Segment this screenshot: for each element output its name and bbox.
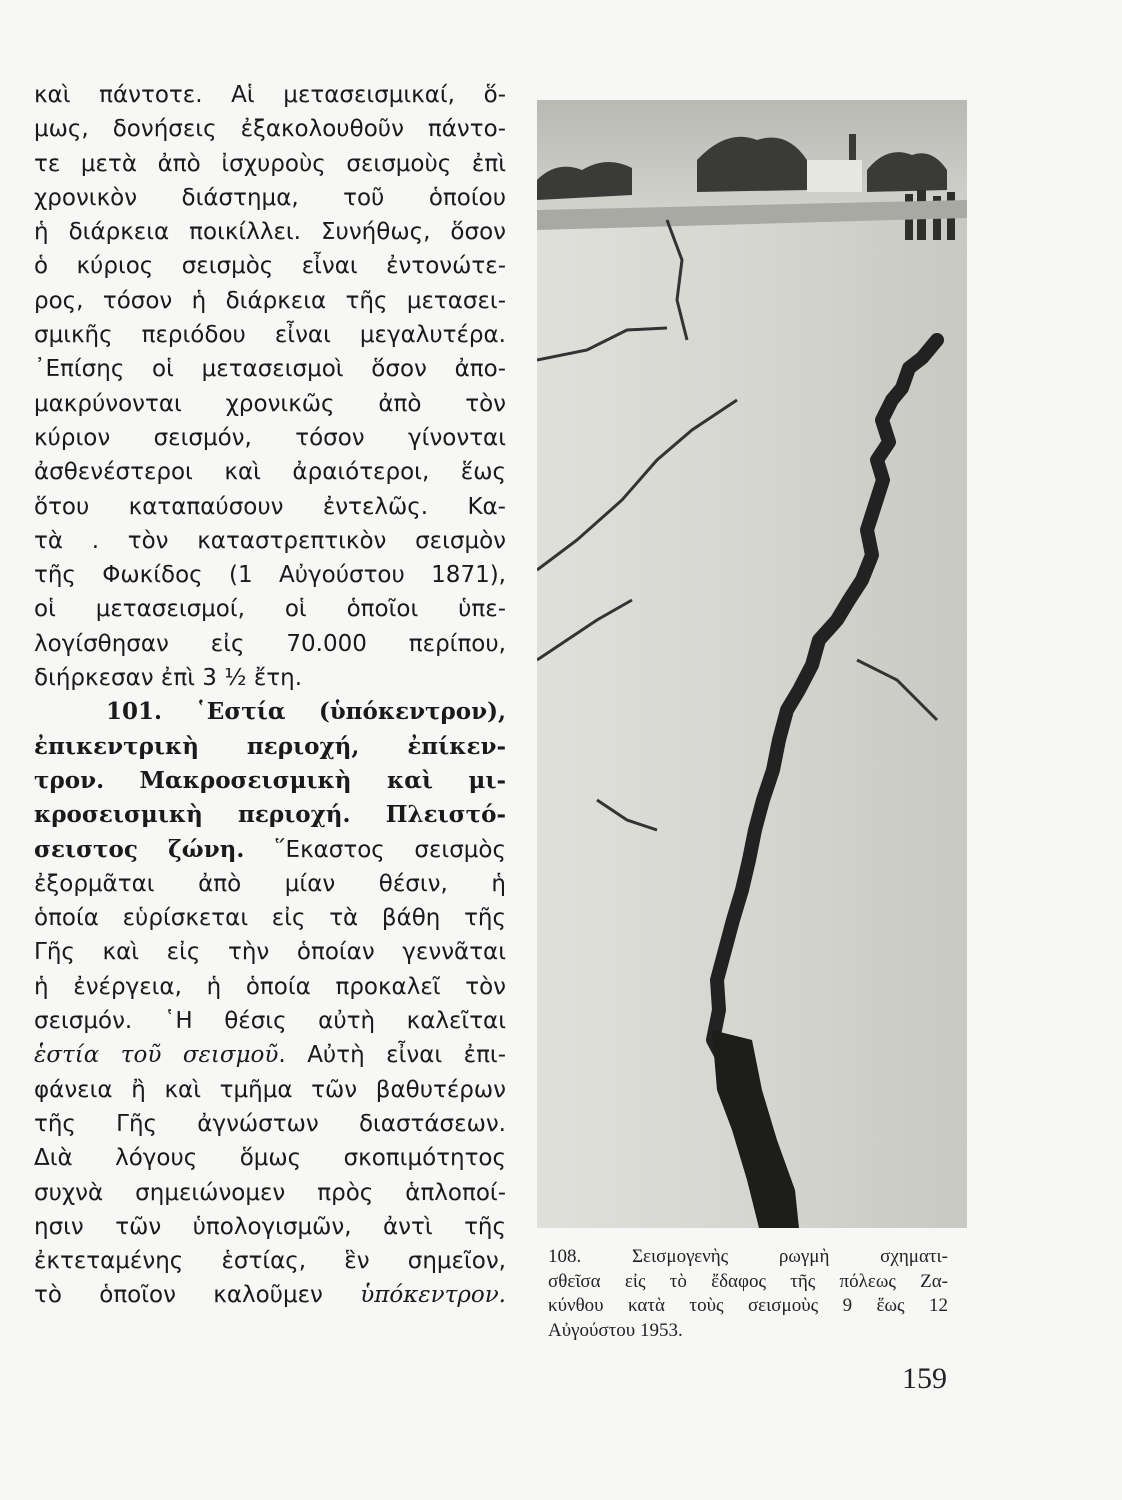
text-fragment: . Αὐτὴ εἶναι ἐπι- [278, 1042, 507, 1069]
caption-line: κύνθου κατὰ τοὺς σεισμοὺς 9 ἕως 12 [548, 1295, 948, 1316]
text-line: ἐκτεταμένης ἑστίας, ἓν σημεῖον, [34, 1248, 506, 1275]
ground-crack-photo [537, 100, 967, 1228]
section-heading-line: κροσεισμικὴ περιοχή. Πλειστό- [34, 801, 506, 829]
italic-term: ἑστία τοῦ σεισμοῦ [34, 1042, 279, 1069]
caption-line: σθεῖσα εἰς τὸ ἔδαφος τῆς πόλεως Ζα- [548, 1270, 948, 1292]
text-line: μως, δονήσεις ἐξακολουθοῦν πάντο- [34, 116, 506, 143]
text-line: τὰ . τὸν καταστρεπτικὸν σεισμὸν [34, 527, 506, 554]
text-line: χρονικὸν διάστημα, τοῦ ὁποίου [34, 184, 506, 211]
text-line: Γῆς καὶ εἰς τὴν ὁποίαν γεννᾶται [34, 939, 506, 966]
text-line: τῆς Φωκίδος (1 Αὐγούστου 1871), [34, 562, 506, 589]
text-line: λογίσθησαν εἰς 70.000 περίπου, [34, 630, 506, 657]
text-line: Διὰ λόγους ὅμως σκοπιμότητος [34, 1145, 506, 1172]
text-line: ἀσθενέστεροι καὶ ἀραιότεροι, ἕως [34, 459, 506, 486]
text-line: σεισμόν. ῾Η θέσις αὐτὴ καλεῖται [34, 1008, 506, 1035]
text-line: τε μετὰ ἀπὸ ἰσχυροὺς σεισμοὺς ἐπὶ [34, 150, 506, 177]
text-line: ἡ διάρκεια ποικίλλει. Συνήθως, ὅσον [34, 219, 506, 246]
text-line: μακρύνονται χρονικῶς ἀπὸ τὸν [34, 390, 506, 417]
figure-caption [548, 1245, 948, 1343]
main-text-column [34, 78, 506, 1313]
text-line: ρος, τόσον ἡ διάρκεια τῆς μετασει- [34, 287, 506, 314]
caption-line: Αὐγούστου 1953. [548, 1319, 683, 1341]
text-line: ᾿Επίσης οἱ μετασεισμοὶ ὅσον ἀπο- [34, 356, 506, 383]
building [807, 160, 862, 192]
mixed-line [34, 1038, 506, 1072]
mixed-line [34, 1278, 506, 1312]
text-line: οἱ μετασεισμοί, οἱ ὁποῖοι ὑπε- [34, 596, 506, 623]
caption-line: 108. Σεισμογενὴς ρωγμὴ σχηματι- [548, 1246, 948, 1267]
text-line: ἡ ἐνέργεια, ἡ ὁποία προκαλεῖ τὸν [34, 973, 506, 1000]
page-number: 159 [902, 1362, 947, 1395]
section-heading-line: ἐπικεντρικὴ περιοχή, ἐπίκεν- [34, 732, 506, 760]
text-line: ὁποία εὑρίσκεται εἰς τὰ βάθη τῆς [34, 905, 506, 932]
text-line: ὅτου καταπαύσουν ἐντελῶς. Κα- [34, 493, 506, 520]
text-line: καὶ πάντοτε. Αἱ μετασεισμικαί, ὅ- [34, 82, 506, 108]
section-heading-line: 101. ῾Εστία (ὑπόκεντρον), [106, 698, 506, 726]
text-line: ὁ κύριος σεισμὸς εἶναι ἐντονώτε- [34, 253, 506, 280]
text-line: τῆς Γῆς ἀγνώστων διαστάσεων. [34, 1110, 506, 1137]
text-line: φάνεια ἢ καὶ τμῆμα τῶν βαθυτέρων [34, 1076, 506, 1103]
photo-illustration [537, 100, 967, 1228]
text-fragment: τὸ ὁποῖον καλοῦμεν [34, 1282, 361, 1309]
text-line: διήρκεσαν ἐπὶ 3 ½ ἔτη. [34, 665, 303, 692]
italic-term: ὑπόκεντρον. [360, 1282, 506, 1309]
text-line: ἐξορμᾶται ἀπὸ μίαν θέσιν, ἡ [34, 870, 506, 897]
text-line: συχνὰ σημειώνομεν πρὸς ἁπλοποί- [34, 1179, 506, 1206]
mixed-line [34, 833, 506, 867]
text-line: ησιν τῶν ὑπολογισμῶν, ἀντὶ τῆς [34, 1213, 506, 1240]
text-fragment: ῞Εκαστος σεισμὸς [274, 836, 506, 863]
text-line: κύριον σεισμόν, τόσον γίνονται [34, 424, 506, 451]
section-heading-line: τρον. Μακροσεισμικὴ καὶ μι- [34, 766, 506, 794]
section-heading-line: σειστος ζώνη. [34, 835, 245, 863]
text-line: σμικῆς περιόδου εἶναι μεγαλυτέρα. [34, 322, 506, 349]
